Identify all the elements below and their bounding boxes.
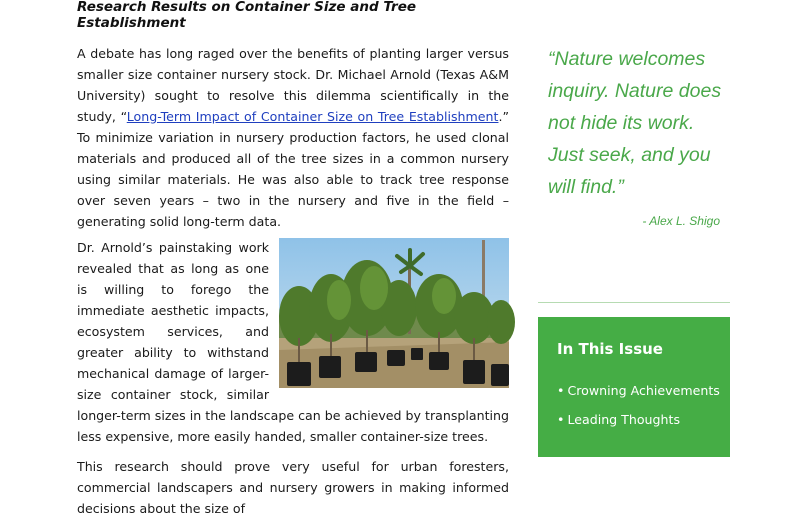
quote-attribution: - Alex L. Shigo bbox=[642, 214, 720, 228]
issue-item-label: Crowning Achievements bbox=[567, 383, 720, 398]
sidebar-divider bbox=[538, 302, 730, 303]
nursery-photo-image bbox=[279, 238, 509, 388]
container-trees-photo bbox=[279, 238, 509, 388]
issue-item-leading-thoughts[interactable] bbox=[557, 405, 730, 434]
in-this-issue-title: In This Issue bbox=[557, 340, 663, 358]
article-title: Research Results on Container Size and Tree Establishment bbox=[77, 0, 417, 31]
paragraph-text: A debate has long raged over the benefits of planting larger versus smaller size container nursery stock. Dr. Michael Arnold (Texas A&M University) sought to resolve this dilemma scientifically in the study, “ bbox=[77, 46, 509, 124]
article-column bbox=[77, 0, 509, 519]
issue-item-label: Leading Thoughts bbox=[567, 412, 681, 427]
bullet-icon: • bbox=[557, 412, 565, 427]
paragraph-text: Dr. Arnold’s painstaking work revealed that as long as one is willing to forego the immediate aesthetic impacts, ecosystem services, and greater ability to withstand mechanical damage of larger-size container stock, similar longer-term sizes in the landscape can be achieved by transplanting less expensive, more easily handed, smaller container-size trees. bbox=[77, 240, 509, 444]
paragraph-text: .” To minimize variation in nursery production factors, he used clonal materials and produced all of the tree sizes in a common nursery using similar materials. He was also able to track tree response over seven years – two in the nursery and five in the field – generating solid long-term data. bbox=[77, 109, 509, 229]
study-link[interactable]: Long-Term Impact of Container Size on Tree Establishment bbox=[126, 109, 499, 124]
pull-quote: “Nature welcomes inquiry. Nature does not hide its work. Just seek, and you will find.” bbox=[548, 48, 722, 198]
article-paragraph-3: This research should prove very useful for urban foresters, commercial landscapers and nursery growers in making informed decisions about the size of bbox=[77, 459, 509, 516]
issue-list bbox=[557, 376, 730, 434]
bullet-icon: • bbox=[557, 383, 565, 398]
issue-item-crowning-achievements[interactable] bbox=[557, 376, 730, 405]
article-paragraph-1 bbox=[77, 43, 509, 232]
in-this-issue-box bbox=[538, 317, 730, 457]
article-paragraph-2 bbox=[77, 237, 509, 447]
